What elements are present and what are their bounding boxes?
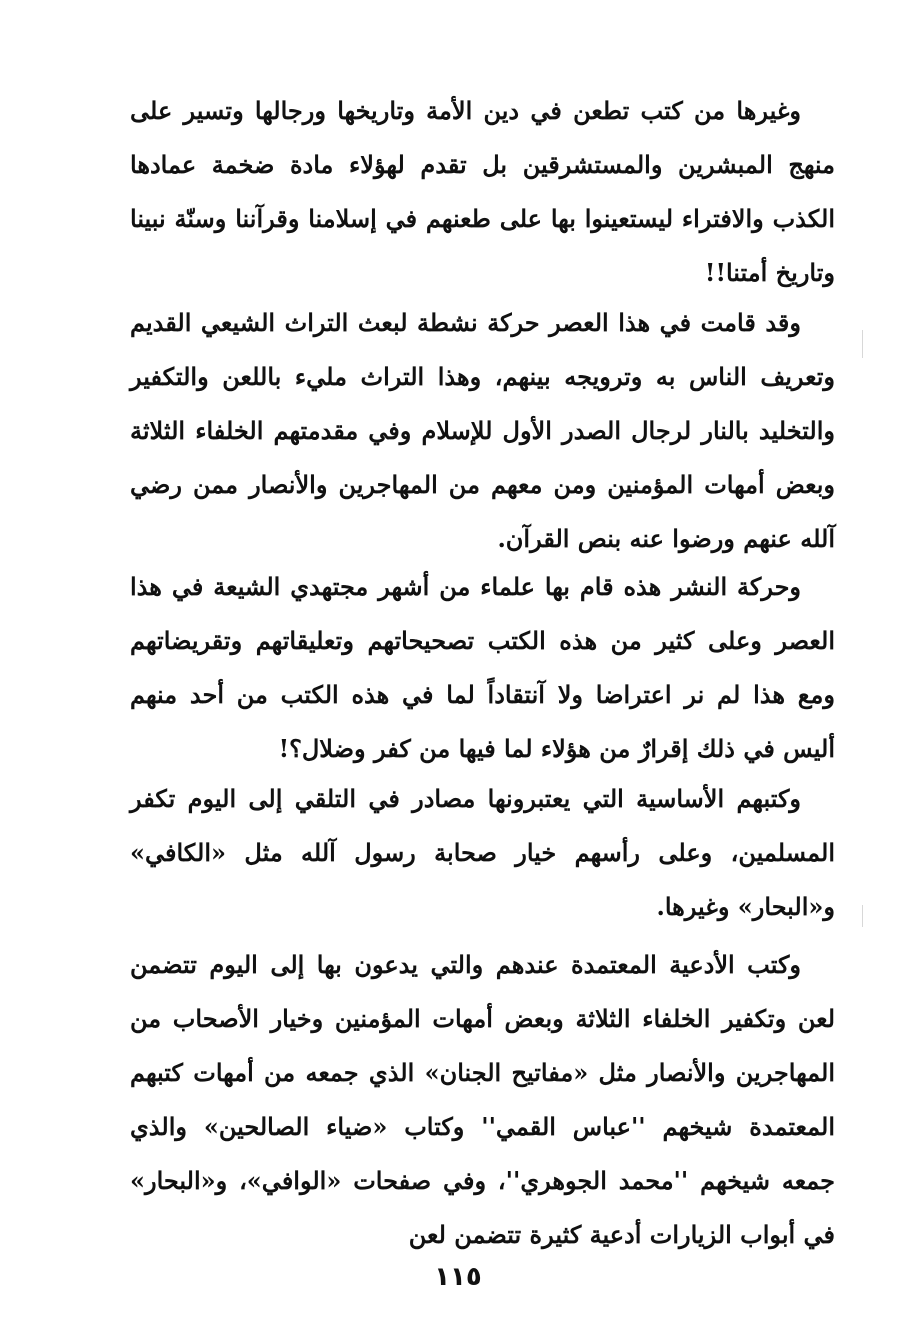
- scan-artifact-line: [862, 905, 863, 927]
- paragraph-1: [130, 84, 835, 300]
- paragraph-5: [130, 938, 835, 1262]
- paragraph-text: وكتب الأدعية المعتمدة عندهم والتي يدعون بها إلى اليوم تتضمن لعن وتكفير الخلفاء الثلاثة وبعض أمهات المؤمنين وخيار الأصحاب من المهاجرين والأنصار مثل «مفاتيح الجنان» الذي جمعه من أمهات كتبهم المعتمدة شيخهم ''عباس القمي'' وكتاب «ضياء الصالحين» والذي جمعه شيخهم ''محمد الجوهري''، وفي صفحات «الوافي»، و«البحار» في أبواب الزيارات أدعية كثيرة تتضمن لعن: [130, 950, 835, 1249]
- paragraph-text: وحركة النشر هذه قام بها علماء من أشهر مجتهدي الشيعة في هذا العصر وعلى كثير من هذه الكتب تصحيحاتهم وتعليقاتهم وتقريضاتهم ومع هذا لم نر اعتراضا ولا آنتقاداً لما في هذه الكتب من أحد منهم أليس في ذلك إقرارٌ من هؤلاء لما فيها من كفر وضلال؟!: [130, 572, 835, 763]
- paragraph-text: وغيرها من كتب تطعن في دين الأمة وتاريخها ورجالها وتسير على منهج المبشرين والمستشرقين بل تقدم لهؤلاء مادة ضخمة عمادها الكذب والافتراء ليستعينوا بها على طعنهم في إسلامنا وقرآننا وسنّة نبينا وتاريخ أمتنا!!: [130, 96, 835, 287]
- page-number: ١١٥: [434, 1262, 482, 1292]
- paragraph-text: وقد قامت في هذا العصر حركة نشطة لبعث التراث الشيعي القديم وتعريف الناس به وترويجه بينهم، وهذا التراث مليء باللعن والتكفير والتخليد بالنار لرجال الصدر الأول للإسلام وفي مقدمتهم الخلفاء الثلاثة وبعض أمهات المؤمنين ومن معهم من المهاجرين والأنصار ممن رضي آلله عنهم ورضوا عنه بنص القرآن.: [130, 308, 835, 553]
- paragraph-4: [130, 772, 835, 934]
- paragraph-2: [130, 296, 835, 566]
- scan-artifact-line: [862, 330, 863, 358]
- paragraph-text: وكتبهم الأساسية التي يعتبرونها مصادر في التلقي إلى اليوم تكفر المسلمين، وعلى رأسهم خيار صحابة رسول آلله مثل «الكافي» و«البحار» وغيرها.: [130, 784, 835, 921]
- paragraph-3: [130, 560, 835, 776]
